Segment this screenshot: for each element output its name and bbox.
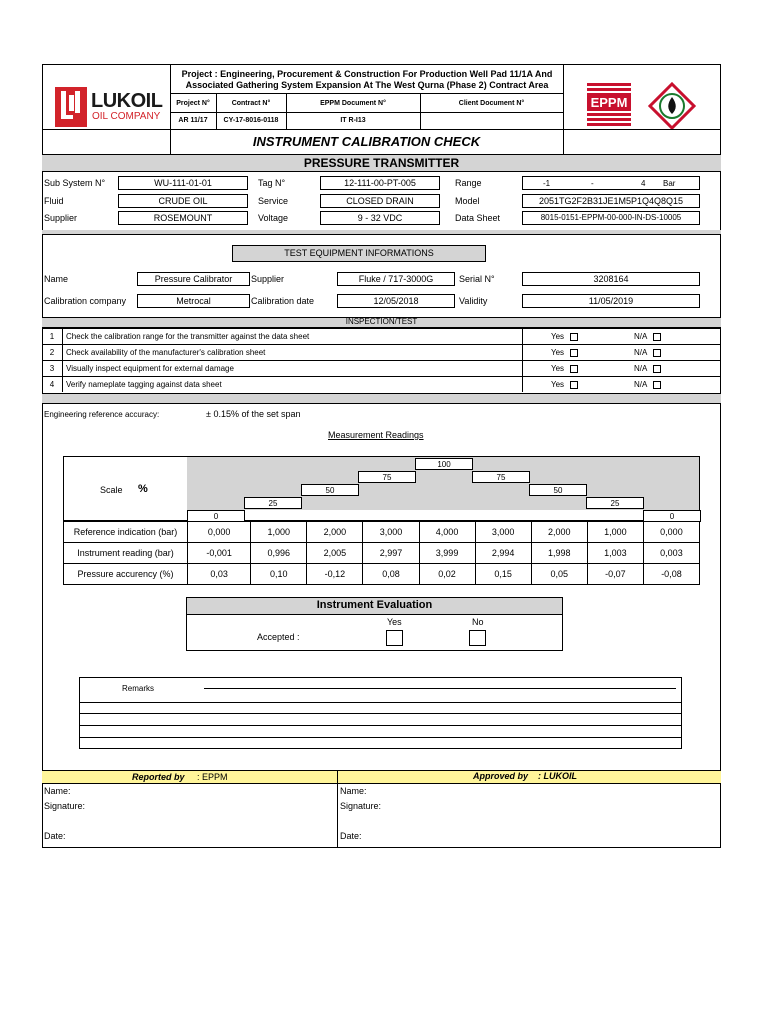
scale-cell: 25 <box>244 497 302 509</box>
measurement-cell: 1,000 <box>251 522 307 543</box>
measurement-cell: 1,998 <box>531 543 587 564</box>
measurement-cell: 4,000 <box>419 522 475 543</box>
reported-date-label: Date: <box>44 831 66 841</box>
te-validity-field: 11/05/2019 <box>522 294 700 308</box>
inspection-item-number: 4 <box>49 380 55 389</box>
measurement-row-label: Pressure accurency (%) <box>64 564 188 585</box>
measurement-cell: 0,10 <box>251 564 307 585</box>
docref-eppm-label: EPPM Document N° <box>320 100 386 107</box>
inspection-na-checkbox[interactable] <box>653 333 661 341</box>
docref-project-value: AR 11/17 <box>178 117 208 124</box>
docref-project-label: Project N° <box>176 100 210 107</box>
measurement-cell: 0,996 <box>251 543 307 564</box>
docref-mid <box>170 112 563 113</box>
remarks-line-3 <box>79 725 682 726</box>
lukoil-emblem-icon <box>55 87 87 127</box>
reported-by-value: : EPPM <box>197 772 228 782</box>
info-gap-bar <box>42 230 721 235</box>
inspection-yes-label: Yes <box>551 380 565 389</box>
inspection-na-checkbox[interactable] <box>653 365 661 373</box>
inspection-item-text: Verify nameplate tagging against data sheet <box>66 380 222 389</box>
scale-cell: 75 <box>358 471 416 483</box>
te-date-field: 12/05/2018 <box>337 294 455 308</box>
inspection-yes-checkbox[interactable] <box>570 333 578 341</box>
measurement-cell: -0,07 <box>587 564 643 585</box>
eppm-logo-text: EPPM <box>590 95 628 110</box>
te-validity-label: Validity <box>459 296 488 306</box>
supplier-label: Supplier <box>44 213 78 223</box>
lukoil-wordmark-sub: OIL COMPANY <box>92 111 161 122</box>
measurement-cell: -0,12 <box>307 564 363 585</box>
inspection-num-divider <box>62 376 63 392</box>
inspection-yes-label: Yes <box>551 364 565 373</box>
te-date-label: Calibration date <box>251 296 315 306</box>
project-line-2: Associated Gathering System Expansion At The West Qurna (Phase 2) Contract Area <box>185 80 549 90</box>
measurement-cell: -0,08 <box>643 564 699 585</box>
model-label: Model <box>455 196 480 206</box>
title-top-line <box>42 129 721 130</box>
accuracy-label: Engineering reference accuracy: <box>44 410 160 419</box>
inspection-na-option[interactable] <box>634 347 661 358</box>
inspection-na-checkbox[interactable] <box>653 381 661 389</box>
approved-by-label: Approved by <box>473 771 529 781</box>
evaluation-title: Instrument Evaluation <box>316 599 433 611</box>
scale-cell: 75 <box>472 471 530 483</box>
inspection-num-divider <box>62 328 63 344</box>
measurement-row <box>64 543 700 564</box>
remarks-line-2 <box>79 713 682 714</box>
inspection-row-line <box>42 360 721 361</box>
te-name-label: Name <box>44 274 69 284</box>
inspection-yes-option[interactable] <box>551 379 578 390</box>
evaluation-yes-checkbox[interactable] <box>386 630 403 646</box>
sub-system-label: Sub System N° <box>44 178 106 188</box>
project-line-1: Project : Engineering, Procurement & Construction For Production Well Pad 11/1A And <box>181 69 553 79</box>
lukoil-wordmark: LUKOIL <box>91 90 163 112</box>
range-max: 4 <box>641 179 646 188</box>
inspection-na-label: N/A <box>634 332 648 341</box>
remarks-line-1 <box>79 702 682 703</box>
inspection-yes-label: Yes <box>551 348 565 357</box>
scale-cell: 50 <box>529 484 587 496</box>
inspection-item-number: 1 <box>49 332 55 341</box>
voltage-label: Voltage <box>258 213 289 223</box>
measurement-cell: 3,000 <box>363 522 419 543</box>
measurement-cell: 0,000 <box>188 522 251 543</box>
form-subtitle: PRESSURE TRANSMITTER <box>303 156 460 170</box>
signoff-divider <box>337 770 338 848</box>
inspection-yes-checkbox[interactable] <box>570 381 578 389</box>
inspection-item-number: 2 <box>49 348 55 357</box>
eppm-logo-icon <box>587 83 639 127</box>
inspection-num-divider <box>62 344 63 360</box>
datasheet-field: 8015-0151-EPPM-00-000-IN-DS-10005 <box>522 211 700 225</box>
approved-name-label: Name: <box>340 786 367 796</box>
inspection-na-option[interactable] <box>634 379 661 390</box>
measurement-cell: 2,000 <box>307 522 363 543</box>
inspection-na-label: N/A <box>634 364 648 373</box>
te-serial-field: 3208164 <box>522 272 700 286</box>
measurement-cell: 1,003 <box>587 543 643 564</box>
fluid-field: CRUDE OIL <box>118 194 248 208</box>
approved-date-label: Date: <box>340 831 362 841</box>
measurement-cell: 0,003 <box>643 543 699 564</box>
inspection-na-checkbox[interactable] <box>653 349 661 357</box>
inspection-yes-label: Yes <box>551 332 565 341</box>
te-supplier-field: Fluke / 717-3000G <box>337 272 455 286</box>
inspection-item-text: Visually inspect equipment for external damage <box>66 364 234 373</box>
measurement-cell: 0,05 <box>531 564 587 585</box>
inspection-row-line <box>42 376 721 377</box>
model-field: 2051TG2F2B31JE1M5P1Q4Q8Q15 <box>522 194 700 208</box>
docref-contract-value: CY-17-8016-0118 <box>223 117 279 124</box>
scale-cell: 50 <box>301 484 359 496</box>
inspection-title: INSPECTION/TEST <box>345 317 418 326</box>
datasheet-label: Data Sheet <box>455 213 501 223</box>
partner-emblem-icon <box>648 82 696 130</box>
inspection-row-line <box>42 344 721 345</box>
sub-system-field: WU-111-01-01 <box>118 176 248 190</box>
measurement-cell: 3,000 <box>475 522 531 543</box>
eppm-logo <box>587 83 639 127</box>
remarks-label: Remarks <box>122 684 155 693</box>
inspection-na-option[interactable] <box>634 331 661 342</box>
partner-emblem <box>648 82 696 130</box>
inspection-check-divider <box>522 344 523 360</box>
measurement-row <box>64 564 700 585</box>
inspection-check-divider <box>522 360 523 376</box>
measurement-cell: 2,000 <box>531 522 587 543</box>
te-supplier-label: Supplier <box>251 274 285 284</box>
measurement-cell: 0,08 <box>363 564 419 585</box>
range-dash: - <box>591 179 594 188</box>
service-field: CLOSED DRAIN <box>320 194 440 208</box>
inspection-item-text: Check availability of the manufacturer's calibration sheet <box>66 348 266 357</box>
te-name-field: Pressure Calibrator <box>137 272 250 286</box>
range-label: Range <box>455 178 482 188</box>
measurements-title: Measurement Readings <box>328 430 424 440</box>
form-title: INSTRUMENT CALIBRATION CHECK <box>252 134 481 149</box>
te-company-field: Metrocal <box>137 294 250 308</box>
reported-by-label: Reported by <box>132 772 185 782</box>
supplier-field: ROSEMOUNT <box>118 211 248 225</box>
tag-label: Tag N° <box>258 178 286 188</box>
scale-cell: 100 <box>415 458 473 470</box>
inspection-na-label: N/A <box>634 380 648 389</box>
approved-signature-label: Signature: <box>340 801 382 811</box>
te-serial-label: Serial N° <box>459 274 495 284</box>
evaluation-yes-label: Yes <box>387 617 402 627</box>
measurement-row-label: Reference indication (bar) <box>64 522 188 543</box>
inspection-yes-option[interactable] <box>551 331 578 342</box>
scale-cell: 0 <box>643 510 701 522</box>
measurement-cell: 0,15 <box>475 564 531 585</box>
docref-top <box>170 93 563 94</box>
reported-name-label: Name: <box>44 786 71 796</box>
evaluation-no-checkbox[interactable] <box>469 630 486 646</box>
docref-client-label: Client Document N° <box>458 100 525 107</box>
inspection-row-line <box>42 328 721 329</box>
remarks-line-4 <box>79 737 682 738</box>
scale-label: Scale <box>100 485 123 495</box>
measurement-cell: 1,000 <box>587 522 643 543</box>
test-equipment-title: TEST EQUIPMENT INFORMATIONS <box>284 248 434 258</box>
inspection-yes-option[interactable] <box>551 363 578 374</box>
header-divider-right <box>563 64 564 154</box>
reported-signature-label: Signature: <box>44 801 86 811</box>
evaluation-accepted-label: Accepted : <box>257 632 300 642</box>
inspection-check-divider <box>522 328 523 344</box>
service-label: Service <box>258 196 289 206</box>
measurement-table <box>63 521 700 585</box>
inspection-yes-checkbox[interactable] <box>570 365 578 373</box>
measurement-cell: 2,997 <box>363 543 419 564</box>
remarks-line-0 <box>204 688 676 689</box>
inspection-yes-checkbox[interactable] <box>570 349 578 357</box>
te-company-label: Calibration company <box>44 296 127 306</box>
scale-cell: 0 <box>187 510 245 522</box>
measurement-cell: -0,001 <box>188 543 251 564</box>
lukoil-logo <box>55 87 165 127</box>
inspection-check-divider <box>522 376 523 392</box>
evaluation-no-label: No <box>472 617 484 627</box>
inspection-gap-bar <box>42 394 721 404</box>
scale-pct: % <box>138 483 148 495</box>
fluid-label: Fluid <box>44 196 64 206</box>
accuracy-value: ± 0.15% of the set span <box>206 409 301 419</box>
inspection-num-divider <box>62 360 63 376</box>
docref-eppm-value: IT R-I13 <box>340 117 366 124</box>
approved-by-value: : LUKOIL <box>538 771 577 781</box>
measurement-cell: 3,999 <box>419 543 475 564</box>
range-unit: Bar <box>663 179 676 188</box>
measurement-cell: 0,000 <box>643 522 699 543</box>
docref-contract-label: Contract N° <box>231 100 271 107</box>
voltage-field: 9 - 32 VDC <box>320 211 440 225</box>
measurement-row <box>64 522 700 543</box>
tag-field: 12-111-00-PT-005 <box>320 176 440 190</box>
inspection-yes-option[interactable] <box>551 347 578 358</box>
measurement-cell: 2,994 <box>475 543 531 564</box>
scale-cell: 25 <box>586 497 644 509</box>
measurement-row-label: Instrument reading (bar) <box>64 543 188 564</box>
measurement-cell: 2,005 <box>307 543 363 564</box>
inspection-na-label: N/A <box>634 348 648 357</box>
inspection-na-option[interactable] <box>634 363 661 374</box>
measurement-cell: 0,02 <box>419 564 475 585</box>
inspection-item-text: Check the calibration range for the transmitter against the data sheet <box>66 332 310 341</box>
inspection-item-number: 3 <box>49 364 55 373</box>
range-min: -1 <box>543 179 551 188</box>
measurement-cell: 0,03 <box>188 564 251 585</box>
